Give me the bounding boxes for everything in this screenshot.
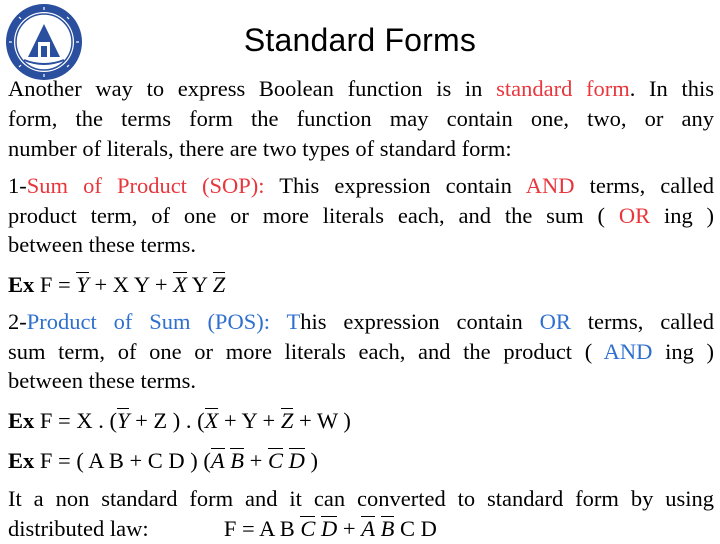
complemented-literal: Z [212,272,226,297]
pos-text: sum term, of one or more literals each, and the product ( [8,339,593,364]
pos-heading: Product of Sum (POS): T [26,309,301,334]
complemented-literal: Y [76,272,89,297]
ex-label: Ex [8,408,35,433]
complemented-literal: C [268,448,284,473]
sop-text: product term, of one or more literals each, and the sum ( [8,203,605,228]
sop-heading: Sum of Product (SOP): [26,173,265,198]
equation-text: F = X . ( [39,408,117,433]
sop-line-2 [8,201,714,231]
pos-text: ing ) [665,339,714,364]
intro-text: . In this [629,76,714,101]
equation-text: + X Y + [94,272,168,297]
complemented-literal: B [380,516,395,541]
complemented-literal: C [300,516,316,541]
sop-line-1 [8,171,714,201]
equation-text: ) [310,448,319,473]
or-keyword: OR [539,309,571,334]
complemented-literal: X [204,408,219,433]
complemented-literal: Z [280,408,294,433]
pos-number: 2- [8,309,27,334]
equation-text: + Y + [224,408,276,433]
pos-text: terms, called [587,309,715,334]
and-keyword: AND [603,339,653,364]
intro-line-1 [8,74,714,104]
complemented-literal: A [361,516,375,541]
complemented-literal: Y [116,408,130,433]
pos-line-3: between these terms. [8,368,197,393]
pos-line-1 [8,307,714,337]
ex-label: Ex [8,448,35,473]
example-3 [8,446,714,476]
page-title: Standard Forms [243,22,477,58]
equation-text: F = ( A B + C D ) ( [39,448,211,473]
equation-text: F = [39,272,71,297]
ex-label: Ex [8,272,35,297]
equation-text: + W ) [299,408,351,433]
sop-text: This expression contain [279,173,512,198]
complemented-literal: D [320,516,338,541]
pos-line-2 [8,337,714,367]
intro-text: Another way to express Boolean function is in [8,76,483,101]
equation-text: Y [191,272,208,297]
complemented-literal: A [210,448,225,473]
closing-text: distributed law: [8,516,149,541]
complemented-literal: D [288,448,305,473]
equation-text: F = A B [223,516,295,541]
standard-form-term: standard form [496,76,630,101]
sop-line-3: between these terms. [8,232,197,257]
sop-number: 1- [8,173,27,198]
complemented-literal: X [173,272,187,297]
complemented-literal: B [230,448,245,473]
and-keyword: AND [525,173,575,198]
intro-line-2: form, the terms form the function may contain one, two, or any [8,106,714,131]
or-keyword: OR [618,203,651,228]
equation-text: C D [399,516,437,541]
equation-text: + [249,448,263,473]
sop-example [8,270,714,300]
sop-text: ing ) [663,203,715,228]
closing-line-1: It a non standard form and it can converted to standard form by using [8,486,714,511]
pos-example [8,406,714,436]
intro-line-3: number of literals, there are two types of standard form: [8,136,512,161]
equation-text: + [342,516,356,541]
equation-text: + Z ) . ( [135,408,205,433]
sop-text: terms, called [589,173,714,198]
pos-text: his expression contain [300,309,523,334]
